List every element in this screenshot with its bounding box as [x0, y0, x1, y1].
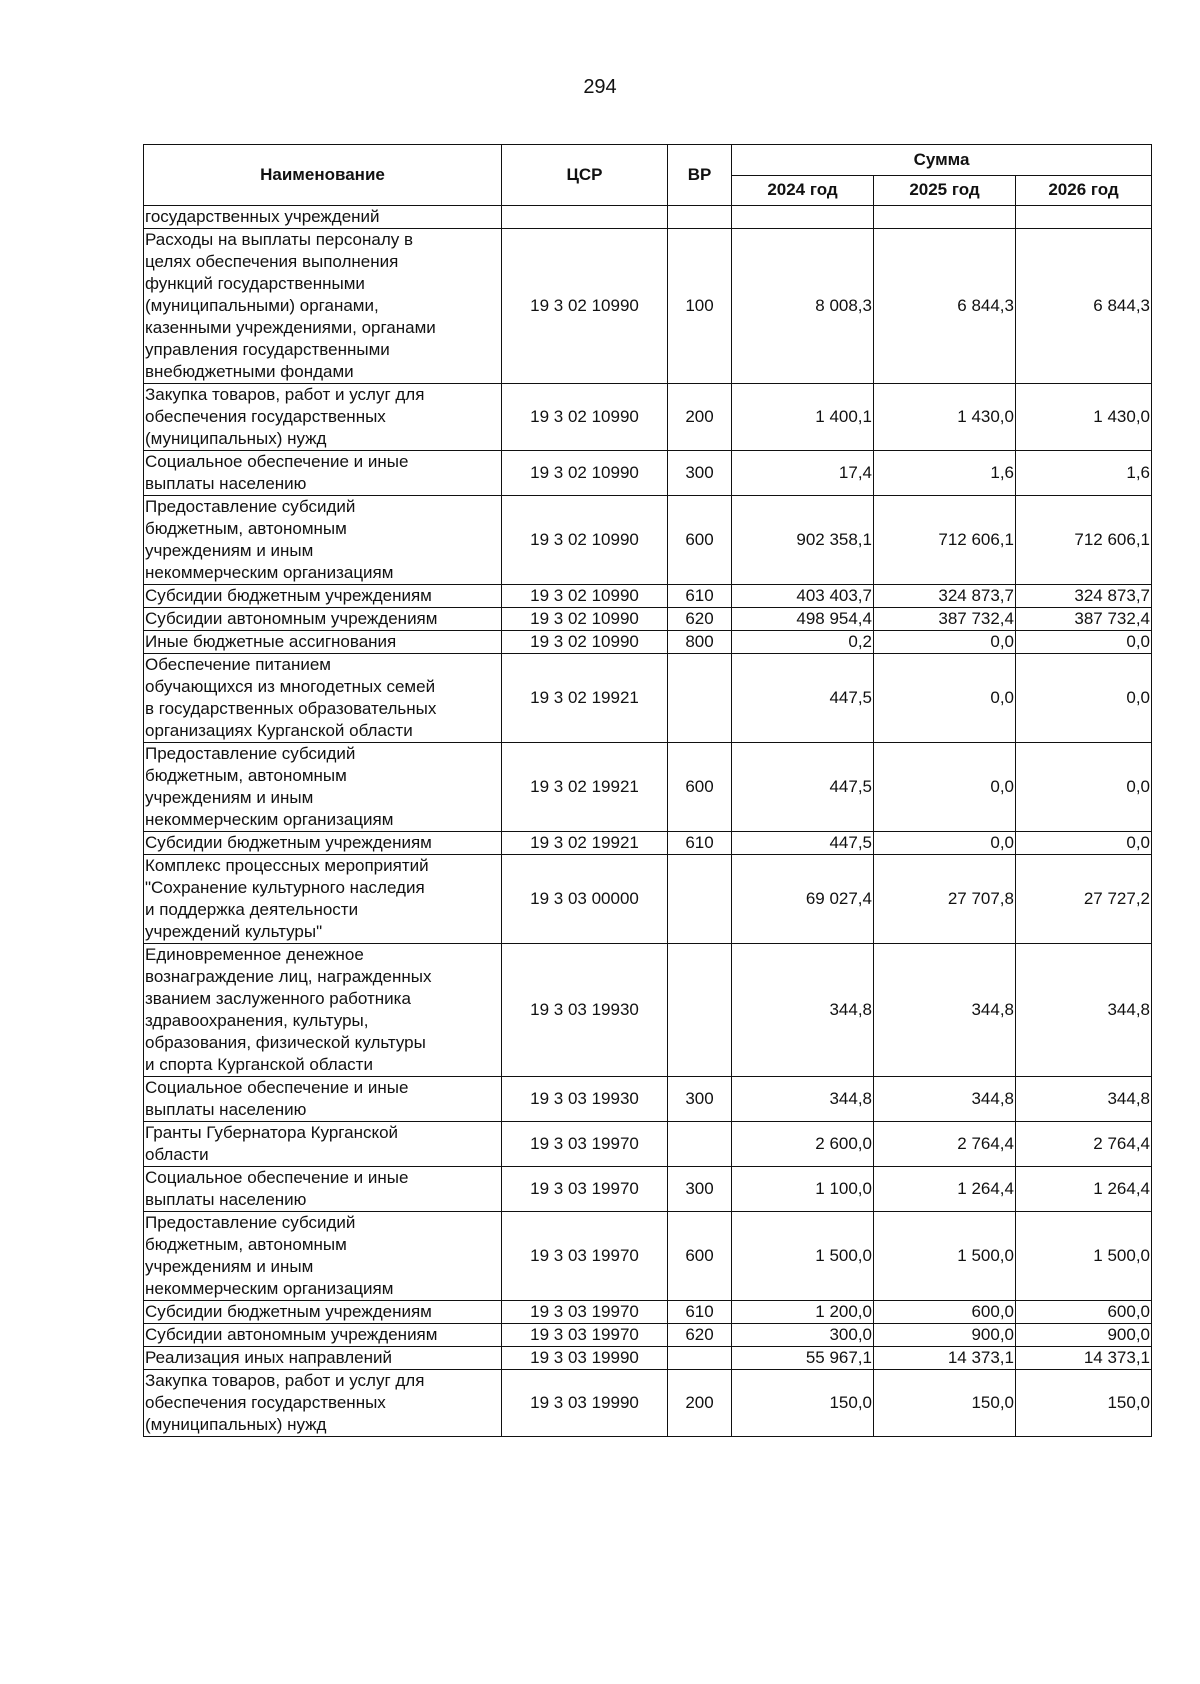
cell-csr: 19 3 02 10990 — [502, 631, 668, 654]
cell-vr — [668, 1122, 732, 1167]
table-row — [144, 631, 1152, 654]
cell-name: Расходы на выплаты персоналу в целях обеспечения выполнения функций государственными (муниципальными) органами, казенными учреждениями, органами управления государственными внебюджетными фондами — [144, 229, 502, 384]
cell-csr: 19 3 03 19930 — [502, 944, 668, 1077]
budget-table — [143, 144, 1152, 1437]
cell-2026: 0,0 — [1016, 832, 1152, 855]
cell-2024: 403 403,7 — [732, 585, 874, 608]
cell-2025: 712 606,1 — [874, 496, 1016, 585]
cell-2026: 1 430,0 — [1016, 384, 1152, 451]
cell-2024: 69 027,4 — [732, 855, 874, 944]
table-body — [144, 206, 1152, 1437]
cell-2024: 17,4 — [732, 451, 874, 496]
cell-2024: 1 100,0 — [732, 1167, 874, 1212]
cell-csr: 19 3 02 19921 — [502, 654, 668, 743]
table-row — [144, 1212, 1152, 1301]
cell-name: Социальное обеспечение и иные выплаты населению — [144, 451, 502, 496]
cell-2025: 344,8 — [874, 1077, 1016, 1122]
cell-name: Закупка товаров, работ и услуг для обеспечения государственных (муниципальных) нужд — [144, 1370, 502, 1437]
cell-2024: 902 358,1 — [732, 496, 874, 585]
header-name: Наименование — [144, 145, 502, 206]
cell-2026: 712 606,1 — [1016, 496, 1152, 585]
cell-2024: 447,5 — [732, 654, 874, 743]
cell-2025: 14 373,1 — [874, 1347, 1016, 1370]
cell-vr: 600 — [668, 743, 732, 832]
table-row — [144, 496, 1152, 585]
cell-2025: 1 264,4 — [874, 1167, 1016, 1212]
cell-2026: 1 500,0 — [1016, 1212, 1152, 1301]
cell-vr: 200 — [668, 1370, 732, 1437]
table-row — [144, 1347, 1152, 1370]
cell-2024: 1 400,1 — [732, 384, 874, 451]
table-row — [144, 1301, 1152, 1324]
table-row — [144, 654, 1152, 743]
cell-2024: 1 200,0 — [732, 1301, 874, 1324]
cell-2026: 0,0 — [1016, 654, 1152, 743]
cell-vr: 300 — [668, 1077, 732, 1122]
cell-2026: 600,0 — [1016, 1301, 1152, 1324]
table-row — [144, 832, 1152, 855]
table-row — [144, 855, 1152, 944]
cell-vr — [668, 944, 732, 1077]
cell-vr: 620 — [668, 1324, 732, 1347]
table-row — [144, 585, 1152, 608]
cell-name: Обеспечение питанием обучающихся из многодетных семей в государственных образовательных организациях Курганской области — [144, 654, 502, 743]
header-vr: ВР — [668, 145, 732, 206]
cell-vr: 300 — [668, 1167, 732, 1212]
header-csr: ЦСР — [502, 145, 668, 206]
cell-name: Предоставление субсидий бюджетным, автономным учреждениям и иным некоммерческим организациям — [144, 743, 502, 832]
cell-name: Иные бюджетные ассигнования — [144, 631, 502, 654]
cell-2025: 324 873,7 — [874, 585, 1016, 608]
table-row — [144, 608, 1152, 631]
cell-2025: 1,6 — [874, 451, 1016, 496]
cell-2024: 344,8 — [732, 1077, 874, 1122]
cell-2025: 0,0 — [874, 654, 1016, 743]
cell-csr: 19 3 03 19930 — [502, 1077, 668, 1122]
cell-2026: 344,8 — [1016, 944, 1152, 1077]
cell-2024: 1 500,0 — [732, 1212, 874, 1301]
cell-name: Субсидии бюджетным учреждениям — [144, 1301, 502, 1324]
table-row — [144, 1324, 1152, 1347]
cell-vr: 600 — [668, 1212, 732, 1301]
cell-name: Реализация иных направлений — [144, 1347, 502, 1370]
table-row — [144, 1370, 1152, 1437]
cell-vr — [668, 206, 732, 229]
cell-vr: 610 — [668, 1301, 732, 1324]
cell-vr: 610 — [668, 832, 732, 855]
cell-name: Гранты Губернатора Курганской области — [144, 1122, 502, 1167]
cell-csr — [502, 206, 668, 229]
cell-name: Социальное обеспечение и иные выплаты населению — [144, 1077, 502, 1122]
cell-vr — [668, 855, 732, 944]
cell-csr: 19 3 03 19970 — [502, 1167, 668, 1212]
cell-2025: 0,0 — [874, 832, 1016, 855]
cell-2025: 2 764,4 — [874, 1122, 1016, 1167]
cell-csr: 19 3 02 10990 — [502, 496, 668, 585]
table-row — [144, 1122, 1152, 1167]
cell-2024: 447,5 — [732, 743, 874, 832]
cell-csr: 19 3 02 10990 — [502, 608, 668, 631]
cell-2026: 150,0 — [1016, 1370, 1152, 1437]
table-row — [144, 743, 1152, 832]
cell-csr: 19 3 02 19921 — [502, 832, 668, 855]
cell-name: Единовременное денежное вознаграждение лиц, награжденных званием заслуженного работника здравоохранения, культуры, образования, физической культуры и спорта Курганской области — [144, 944, 502, 1077]
cell-2026: 344,8 — [1016, 1077, 1152, 1122]
cell-csr: 19 3 02 10990 — [502, 451, 668, 496]
cell-2026: 27 727,2 — [1016, 855, 1152, 944]
cell-2024: 300,0 — [732, 1324, 874, 1347]
cell-name: Закупка товаров, работ и услуг для обеспечения государственных (муниципальных) нужд — [144, 384, 502, 451]
cell-2025: 150,0 — [874, 1370, 1016, 1437]
table-row — [144, 229, 1152, 384]
cell-2026 — [1016, 206, 1152, 229]
cell-2025: 344,8 — [874, 944, 1016, 1077]
cell-csr: 19 3 03 19990 — [502, 1370, 668, 1437]
cell-2024: 344,8 — [732, 944, 874, 1077]
cell-2024: 447,5 — [732, 832, 874, 855]
cell-name: Предоставление субсидий бюджетным, автономным учреждениям и иным некоммерческим организациям — [144, 1212, 502, 1301]
cell-2024 — [732, 206, 874, 229]
cell-2024: 0,2 — [732, 631, 874, 654]
cell-csr: 19 3 02 10990 — [502, 384, 668, 451]
page-number: 294 — [583, 76, 617, 98]
cell-2025 — [874, 206, 1016, 229]
table-row — [144, 1077, 1152, 1122]
cell-2024: 8 008,3 — [732, 229, 874, 384]
cell-name: Субсидии автономным учреждениям — [144, 608, 502, 631]
cell-csr: 19 3 03 19970 — [502, 1324, 668, 1347]
cell-name: Комплекс процессных мероприятий "Сохранение культурного наследия и поддержка деятельности учреждений культуры" — [144, 855, 502, 944]
cell-csr: 19 3 02 10990 — [502, 585, 668, 608]
cell-csr: 19 3 03 00000 — [502, 855, 668, 944]
table-header — [144, 145, 1152, 206]
cell-2026: 0,0 — [1016, 743, 1152, 832]
cell-2026: 1,6 — [1016, 451, 1152, 496]
cell-csr: 19 3 02 19921 — [502, 743, 668, 832]
header-year-2025: 2025 год — [874, 175, 1016, 206]
cell-2025: 6 844,3 — [874, 229, 1016, 384]
table-row — [144, 1167, 1152, 1212]
cell-vr: 100 — [668, 229, 732, 384]
cell-2026: 1 264,4 — [1016, 1167, 1152, 1212]
cell-csr: 19 3 03 19990 — [502, 1347, 668, 1370]
cell-vr: 200 — [668, 384, 732, 451]
table-row — [144, 451, 1152, 496]
header-year-2026: 2026 год — [1016, 175, 1152, 206]
cell-2024: 55 967,1 — [732, 1347, 874, 1370]
cell-2026: 14 373,1 — [1016, 1347, 1152, 1370]
cell-name: Субсидии бюджетным учреждениям — [144, 585, 502, 608]
cell-csr: 19 3 03 19970 — [502, 1301, 668, 1324]
cell-2026: 6 844,3 — [1016, 229, 1152, 384]
table-row — [144, 206, 1152, 229]
cell-2026: 900,0 — [1016, 1324, 1152, 1347]
cell-csr: 19 3 03 19970 — [502, 1122, 668, 1167]
cell-2025: 900,0 — [874, 1324, 1016, 1347]
cell-vr — [668, 1347, 732, 1370]
cell-2025: 27 707,8 — [874, 855, 1016, 944]
cell-2024: 150,0 — [732, 1370, 874, 1437]
header-sum: Сумма — [732, 145, 1152, 176]
cell-2026: 324 873,7 — [1016, 585, 1152, 608]
cell-2026: 0,0 — [1016, 631, 1152, 654]
cell-vr: 800 — [668, 631, 732, 654]
cell-2025: 1 430,0 — [874, 384, 1016, 451]
cell-vr: 300 — [668, 451, 732, 496]
cell-2025: 1 500,0 — [874, 1212, 1016, 1301]
cell-2025: 0,0 — [874, 631, 1016, 654]
cell-vr: 610 — [668, 585, 732, 608]
cell-2025: 387 732,4 — [874, 608, 1016, 631]
cell-name: Субсидии автономным учреждениям — [144, 1324, 502, 1347]
cell-2024: 498 954,4 — [732, 608, 874, 631]
cell-csr: 19 3 03 19970 — [502, 1212, 668, 1301]
cell-name: Субсидии бюджетным учреждениям — [144, 832, 502, 855]
cell-2024: 2 600,0 — [732, 1122, 874, 1167]
cell-2025: 600,0 — [874, 1301, 1016, 1324]
cell-vr: 620 — [668, 608, 732, 631]
cell-name: Предоставление субсидий бюджетным, автономным учреждениям и иным некоммерческим организациям — [144, 496, 502, 585]
cell-vr — [668, 654, 732, 743]
cell-2026: 387 732,4 — [1016, 608, 1152, 631]
header-year-2024: 2024 год — [732, 175, 874, 206]
table-row — [144, 384, 1152, 451]
cell-2026: 2 764,4 — [1016, 1122, 1152, 1167]
cell-2025: 0,0 — [874, 743, 1016, 832]
cell-name: Социальное обеспечение и иные выплаты населению — [144, 1167, 502, 1212]
table-row — [144, 944, 1152, 1077]
cell-vr: 600 — [668, 496, 732, 585]
cell-csr: 19 3 02 10990 — [502, 229, 668, 384]
cell-name: государственных учреждений — [144, 206, 502, 229]
